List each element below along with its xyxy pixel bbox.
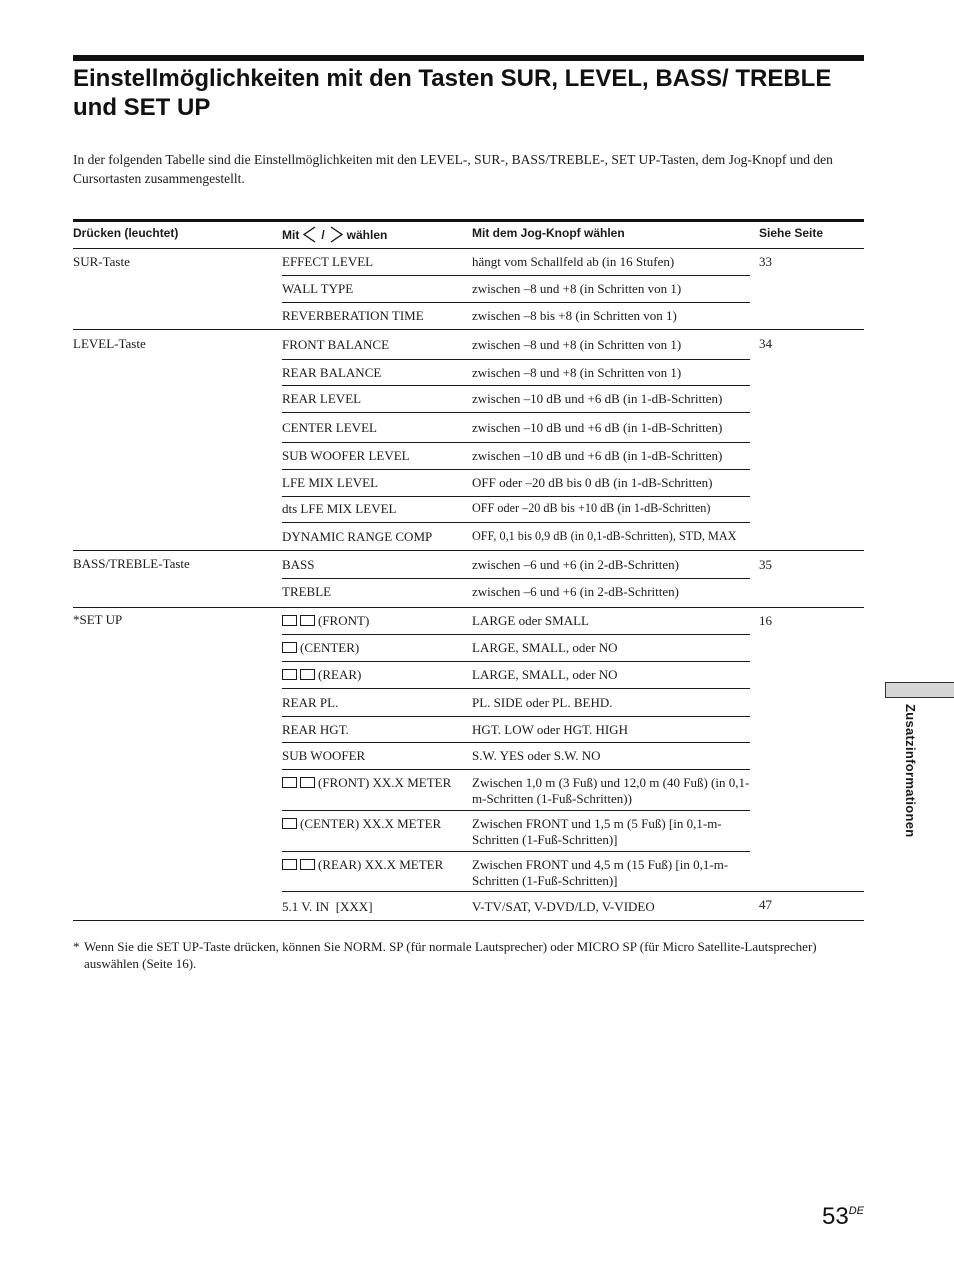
setting-item (282, 775, 451, 791)
setting-item-label: (REAR) XX.X METER (318, 857, 444, 872)
setting-item: BASS (282, 557, 315, 572)
setting-item: CENTER LEVEL (282, 420, 377, 435)
speaker-box-icon (282, 642, 297, 653)
header-rule (73, 248, 864, 249)
setting-value: zwischen –8 und +8 (in Schritten von 1) (472, 337, 682, 352)
chevron-left-icon (302, 226, 318, 243)
setting-item: FRONT BALANCE (282, 337, 390, 352)
header-page-label: Siehe Seite (759, 226, 824, 240)
page-ref-sur: 33 (759, 254, 772, 269)
speaker-box-icon (282, 818, 297, 829)
speaker-box-icon (300, 669, 315, 680)
setting-value: Zwischen 1,0 m (3 Fuß) und 12,0 m (40 Fuß) (in 0,1-m-Schritten (1-Fuß-Schritten)) (472, 775, 750, 806)
header-select-sep: / (321, 227, 325, 242)
setting-item (282, 667, 361, 683)
header-jog-label: Mit dem Jog-Knopf wählen (472, 226, 625, 240)
page-number-value: 53 (822, 1203, 849, 1230)
setting-item: 5.1 V. IN [XXX] (282, 899, 373, 914)
setting-value: S.W. YES oder S.W. NO (472, 748, 601, 763)
page-ref-setup: 16 (759, 613, 772, 628)
page-ref-level: 34 (759, 336, 772, 351)
page-number (822, 1203, 864, 1231)
setting-item: dts LFE MIX LEVEL (282, 501, 397, 516)
row-divider (282, 810, 750, 811)
setting-item: SUB WOOFER LEVEL (282, 448, 410, 463)
header-select (282, 226, 387, 243)
setting-value: zwischen –6 und +6 (in 2-dB-Schritten) (472, 584, 679, 599)
header-select-prefix: Mit (282, 227, 300, 242)
speaker-box-icon (282, 615, 297, 626)
setting-item: LFE MIX LEVEL (282, 475, 379, 490)
setting-item: DYNAMIC RANGE COMP (282, 529, 433, 544)
page-title: Einstellmöglichkeiten mit den Tasten SUR, LEVEL, BASS/ TREBLE und SET UP (73, 65, 832, 121)
row-divider (282, 716, 750, 717)
footnote-mark: * (73, 939, 80, 954)
setting-item: REAR BALANCE (282, 365, 382, 380)
row-divider (282, 851, 750, 852)
setting-item: EFFECT LEVEL (282, 254, 374, 269)
setting-value: Zwischen FRONT und 1,5 m (5 Fuß) [in 0,1-m-Schritten (1-Fuß-Schritten)] (472, 816, 722, 847)
group-divider (73, 329, 864, 330)
setting-item-label: (CENTER) XX.X METER (300, 816, 442, 831)
header-press (73, 226, 178, 240)
title-rule (73, 55, 864, 61)
setting-value: zwischen –10 dB und +6 dB (in 1-dB-Schritten) (472, 448, 723, 463)
group-label-bass-treble: BASS/TREBLE-Taste (73, 556, 190, 571)
speaker-box-icon (300, 615, 315, 626)
setting-item (282, 857, 443, 873)
setting-value: zwischen –6 und +6 (in 2-dB-Schritten) (472, 557, 679, 572)
setting-value: LARGE oder SMALL (472, 613, 589, 628)
setting-item: REAR LEVEL (282, 391, 362, 406)
row-divider (282, 385, 750, 386)
row-divider (282, 412, 750, 413)
setting-value: hängt vom Schallfeld ab (in 16 Stufen) (472, 254, 675, 269)
row-divider (282, 661, 750, 662)
table-bottom-rule (73, 920, 864, 921)
setting-value: HGT. LOW oder HGT. HIGH (472, 722, 628, 737)
footnote (73, 938, 863, 972)
row-divider (282, 359, 750, 360)
setting-item (282, 816, 441, 832)
speaker-box-icon (300, 777, 315, 788)
group-label-level: LEVEL-Taste (73, 336, 146, 351)
setting-item-label: (REAR) (318, 667, 362, 682)
chevron-right-icon (328, 226, 344, 243)
row-divider (282, 522, 750, 523)
setting-value: zwischen –8 und +8 (in Schritten von 1) (472, 365, 682, 380)
header-page (759, 226, 823, 240)
section-tab-marker (885, 682, 954, 698)
setting-item (282, 640, 359, 656)
setting-item: TREBLE (282, 584, 332, 599)
page-ref-51-input: 47 (759, 897, 772, 912)
setting-value: LARGE, SMALL, oder NO (472, 667, 618, 682)
setting-value: Zwischen FRONT und 4,5 m (15 Fuß) [in 0,1-m-Schritten (1-Fuß-Schritten)] (472, 857, 729, 888)
page-ref-bass-treble: 35 (759, 557, 772, 572)
row-divider (282, 469, 750, 470)
footnote-text: Wenn Sie die SET UP-Taste drücken, können Sie NORM. SP (für normale Lautsprecher) oder MICRO SP (für Micro Satellite-Lautsprecher) auswählen (Seite 16). (84, 939, 817, 971)
setting-item: REAR HGT. (282, 722, 349, 737)
row-divider (282, 496, 750, 497)
speaker-box-icon (282, 669, 297, 680)
setting-value: zwischen –10 dB und +6 dB (in 1-dB-Schritten) (472, 420, 723, 435)
row-divider (282, 742, 750, 743)
setting-value: LARGE, SMALL, oder NO (472, 640, 618, 655)
group-divider (73, 607, 864, 608)
row-divider (282, 302, 750, 303)
row-divider (282, 634, 750, 635)
setting-item-label: (CENTER) (300, 640, 360, 655)
intro-paragraph: In der folgenden Tabelle sind die Einstellmöglichkeiten mit den LEVEL-, SUR-, BASS/TREBLE-, SET UP-Tasten, dem Jog-Knopf und den Cursortasten zusammengestellt. (73, 152, 833, 186)
setting-value: V-TV/SAT, V-DVD/LD, V-VIDEO (472, 899, 655, 914)
setting-value: zwischen –8 und +8 (in Schritten von 1) (472, 281, 682, 296)
setting-value: zwischen –10 dB und +6 dB (in 1-dB-Schritten) (472, 391, 723, 406)
speaker-box-icon (282, 777, 297, 788)
setting-item (282, 613, 369, 629)
setting-value: OFF oder –20 dB bis +10 dB (in 1-dB-Schritten) (472, 501, 711, 515)
setting-item: SUB WOOFER (282, 748, 366, 763)
group-label-sur: SUR-Taste (73, 254, 130, 269)
setting-value: OFF oder –20 dB bis 0 dB (in 1-dB-Schritten) (472, 475, 713, 490)
setting-item: REAR PL. (282, 695, 339, 710)
header-jog (472, 226, 625, 240)
group-divider (73, 550, 864, 551)
setting-value: PL. SIDE oder PL. BEHD. (472, 695, 613, 710)
setting-item-label: (FRONT) (318, 613, 370, 628)
section-tab-label: Zusatzinformationen (903, 704, 918, 838)
speaker-box-icon (282, 859, 297, 870)
header-select-suffix: wählen (346, 227, 388, 242)
setting-value: OFF, 0,1 bis 0,9 dB (in 0,1-dB-Schritten), STD, MAX (472, 529, 737, 543)
setting-item-label: (FRONT) XX.X METER (318, 775, 452, 790)
row-divider (282, 442, 750, 443)
setting-item: WALL TYPE (282, 281, 354, 296)
setting-value: zwischen –8 bis +8 (in Schritten von 1) (472, 308, 677, 323)
row-divider (282, 769, 750, 770)
group-label-setup: *SET UP (73, 612, 123, 627)
header-press-label: Drücken (leuchtet) (73, 226, 179, 240)
table-top-rule (73, 219, 864, 222)
group-divider (282, 891, 864, 892)
page-number-suffix: DE (848, 1205, 864, 1217)
row-divider (282, 688, 750, 689)
setting-item: REVERBERATION TIME (282, 308, 424, 323)
row-divider (282, 275, 750, 276)
speaker-box-icon (300, 859, 315, 870)
row-divider (282, 578, 750, 579)
